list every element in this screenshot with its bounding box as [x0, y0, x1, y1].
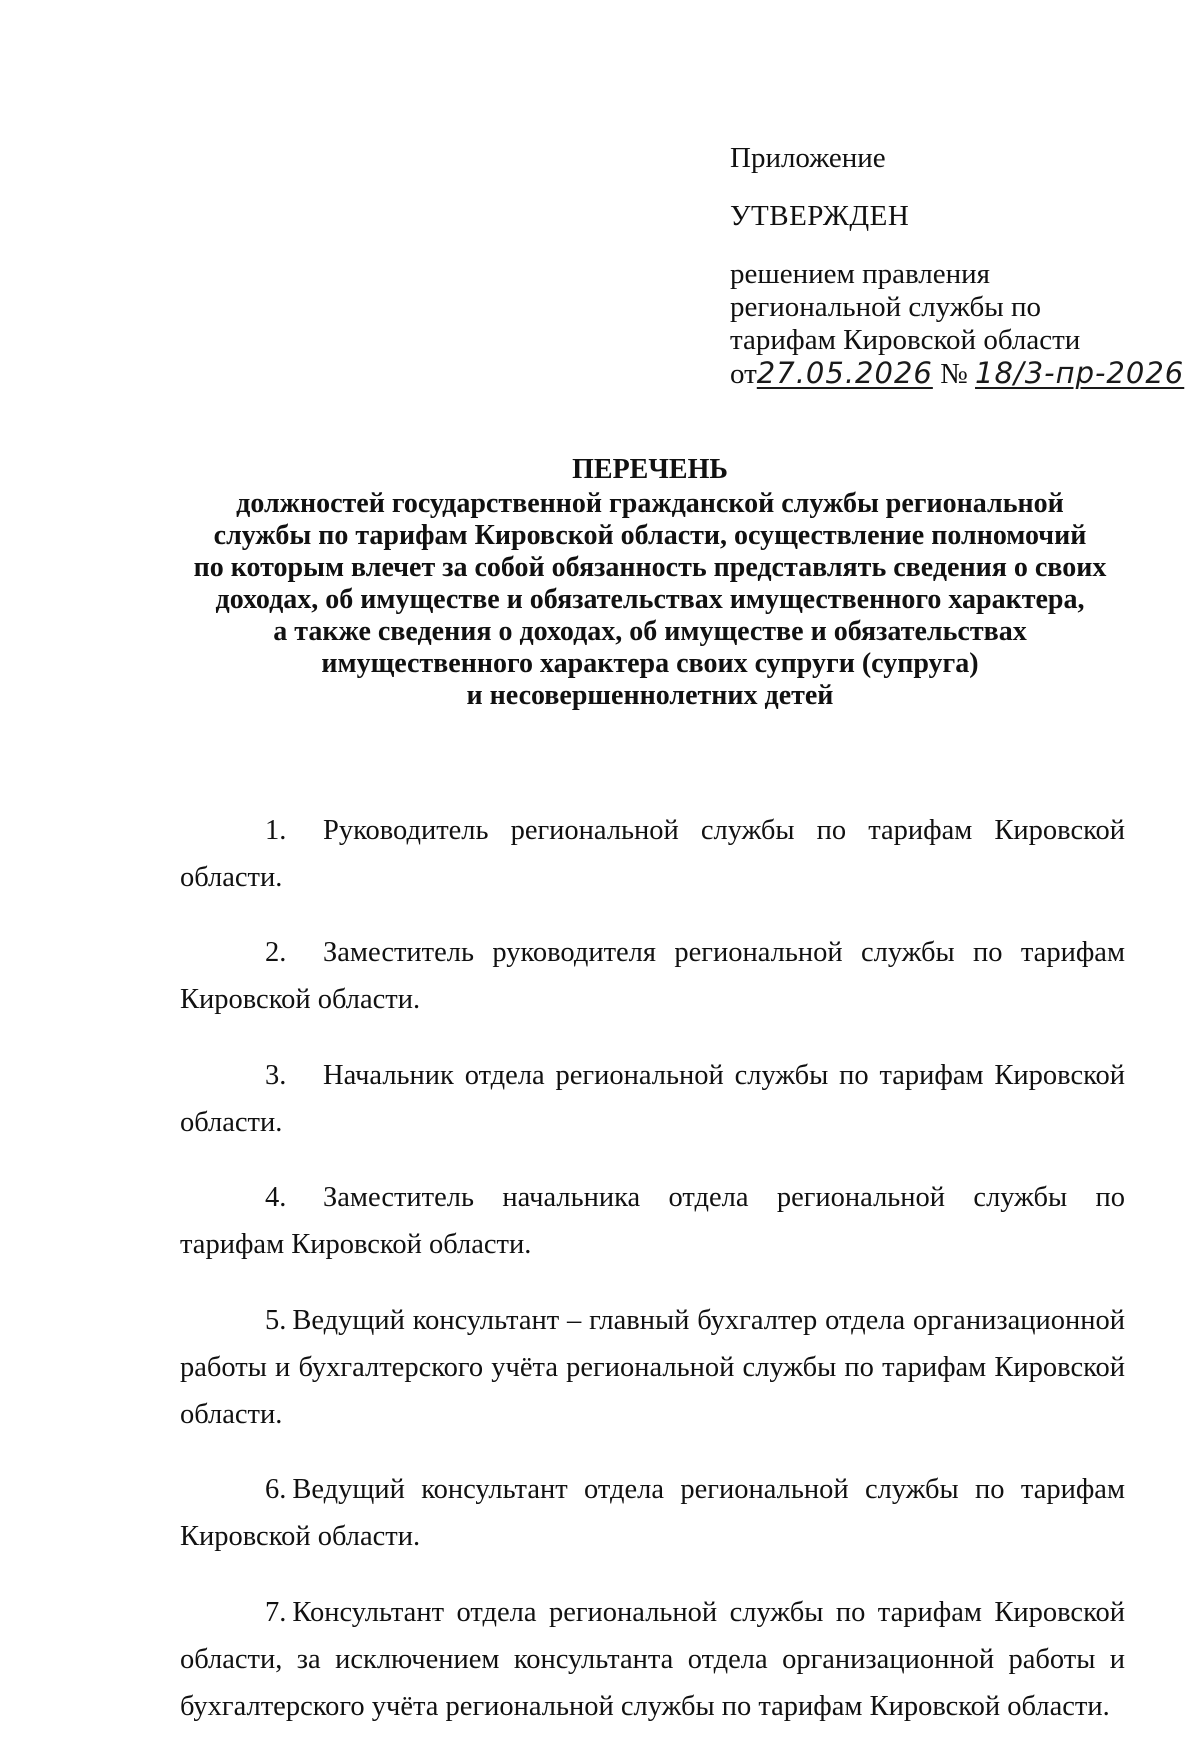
- item-number: 5.: [265, 1304, 287, 1336]
- approved-label: УТВЕРЖДЕН: [730, 200, 910, 232]
- title-line: по которым влечет за собой обязанность представлять сведения о своих: [193, 552, 1107, 583]
- date-prefix: от: [730, 358, 757, 390]
- item-text: Руководитель региональной службы по тарифам Кировской области.: [180, 814, 1125, 893]
- item-text: Заместитель руководителя региональной службы по тарифам Кировской области.: [180, 937, 1125, 1015]
- item-text: Начальник отдела региональной службы по тарифам Кировской области.: [180, 1059, 1125, 1138]
- item-text: Ведущий консультант – главный бухгалтер отдела организационной работы и бухгалтерского учёта региональной службы по тарифам Кировской области.: [180, 1304, 1125, 1430]
- handwritten-number: 18/3-пр-2026: [975, 356, 1185, 390]
- number-sign: №: [940, 358, 968, 390]
- decision-line: региональной службы по: [730, 291, 1042, 323]
- title-line: доходах, об имуществе и обязательствах имущественного характера,: [215, 584, 1085, 615]
- title-main: ПЕРЕЧЕНЬ: [572, 454, 728, 485]
- list-item: [180, 1466, 1125, 1560]
- list-item: [180, 929, 1125, 1023]
- item-number: 3.: [265, 1059, 287, 1091]
- item-number: 1.: [265, 814, 287, 846]
- list-item: [180, 1174, 1125, 1268]
- title-line: имущественного характера своих супруги (супруга): [321, 648, 979, 679]
- title-line: должностей государственной гражданской службы региональной: [236, 488, 1064, 519]
- title-line: службы по тарифам Кировской области, осуществление полномочий: [213, 520, 1087, 551]
- title-line: а также сведения о доходах, об имуществе и обязательствах: [273, 616, 1027, 647]
- decision-line: решением правления: [730, 258, 991, 290]
- approval-block: [730, 142, 1185, 391]
- positions-list: [180, 778, 1125, 1748]
- list-item: [180, 1297, 1125, 1438]
- title-line: и несовершеннолетних детей: [466, 680, 834, 711]
- list-item: [180, 1052, 1125, 1146]
- list-item: [180, 807, 1125, 901]
- item-text: Ведущий консультант отдела региональной службы по тарифам Кировской области.: [180, 1474, 1125, 1552]
- item-number: 7.: [265, 1596, 287, 1628]
- item-number: 4.: [265, 1182, 287, 1213]
- date-number-line: [730, 356, 1185, 391]
- list-item: [180, 1589, 1125, 1730]
- annex-label: Приложение: [730, 142, 886, 174]
- handwritten-date: 27.05.2026: [756, 356, 933, 390]
- item-number: 2.: [265, 937, 287, 968]
- item-number: 6.: [265, 1474, 287, 1505]
- item-text: Консультант отдела региональной службы по тарифам Кировской области, за исключением консультанта отдела организационной работы и бухгалтерского учёта региональной службы по тарифам Кировской области.: [180, 1596, 1125, 1722]
- item-text: Заместитель начальника отдела региональной службы по тарифам Кировской области.: [180, 1182, 1125, 1260]
- decision-line: тарифам Кировской области: [730, 324, 1081, 356]
- document-title: [150, 454, 1150, 712]
